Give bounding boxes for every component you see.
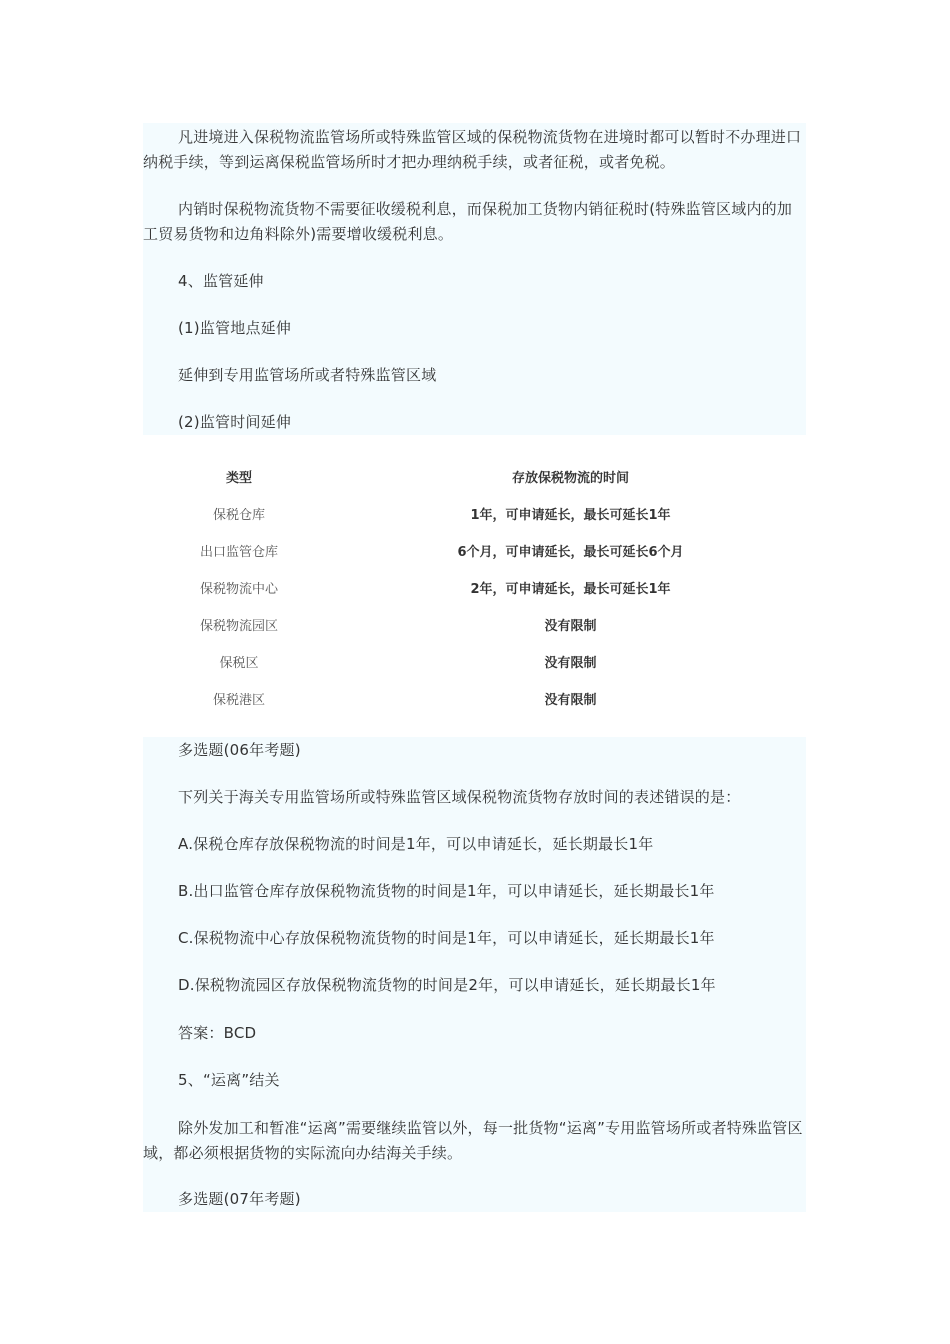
heading-supervision-extension: 4、监管延伸 [178,272,264,290]
option-d: D.保税物流园区存放保税物流货物的时间是2年，可以申请延长，延长期最长1年 [178,976,716,994]
table-cell-type: 保税仓库 [212,508,265,523]
table-row [143,680,806,717]
option-c: C.保税物流中心存放保税物流货物的时间是1年，可以申请延长，延长期最长1年 [178,929,715,947]
section-block-2 [143,737,806,1212]
table-cell-time: 1年，可申请延长，最长可延长1年 [470,508,671,523]
table-cell-time: 没有限制 [544,693,597,708]
table-row [143,606,806,643]
question-title-07: 多选题(07年考题) [178,1190,301,1208]
table-cell-type: 出口监管仓库 [199,545,278,560]
heading-departure-clearance: 5、“运离”结关 [178,1071,280,1089]
paragraph-import-tax: 凡进境进入保税物流监管场所或特殊监管区域的保税物流货物在进境时都可以暂时不办理进口纳税手续，等到运离保税监管场所时才把办理纳税手续，或者征税，或者免税。 [143,128,802,171]
question-text-06: 下列关于海关专用监管场所或特殊监管区域保税物流货物存放时间的表述错误的是： [178,788,741,806]
table-row [143,495,806,532]
table-row [143,569,806,606]
section-block-1 [143,123,806,435]
table-header-time: 存放保税物流的时间 [511,471,629,486]
table-cell-type: 保税区 [219,656,259,671]
table-header-type: 类型 [225,471,252,486]
storage-time-table [143,458,806,717]
table-cell-type: 保税物流中心 [199,582,278,597]
table-header-row [143,458,806,495]
table-cell-time: 没有限制 [544,619,597,634]
table-cell-type: 保税物流园区 [199,619,278,634]
question-title-06: 多选题(06年考题) [178,741,301,759]
table-row [143,532,806,569]
table-cell-time: 2年，可申请延长，最长可延长1年 [470,582,671,597]
option-a: A.保税仓库存放保税物流的时间是1年，可以申请延长，延长期最长1年 [178,835,654,853]
table-cell-time: 没有限制 [544,656,597,671]
option-b: B.出口监管仓库存放保税物流货物的时间是1年，可以申请延长，延长期最长1年 [178,882,715,900]
sub-heading-time: (2)监管时间延伸 [178,413,292,431]
answer-text: 答案：BCD [178,1024,257,1042]
table-cell-time: 6个月，可申请延长，最长可延长6个月 [457,545,684,560]
table-cell-type: 保税港区 [212,693,265,708]
paragraph-domestic-sale: 内销时保税物流货物不需要征收缓税利息，而保税加工货物内销征税时(特殊监管区域内的加工贸易货物和边角料除外)需要增收缓税利息。 [143,200,793,243]
sub-heading-location: (1)监管地点延伸 [178,319,292,337]
table-row [143,643,806,680]
paragraph-departure: 除外发加工和暂准“运离”需要继续监管以外，每一批货物“运离”专用监管场所或者特殊监管区域，都必须根据货物的实际流向办结海关手续。 [143,1119,803,1162]
location-extension-text: 延伸到专用监管场所或者特殊监管区域 [178,366,437,384]
